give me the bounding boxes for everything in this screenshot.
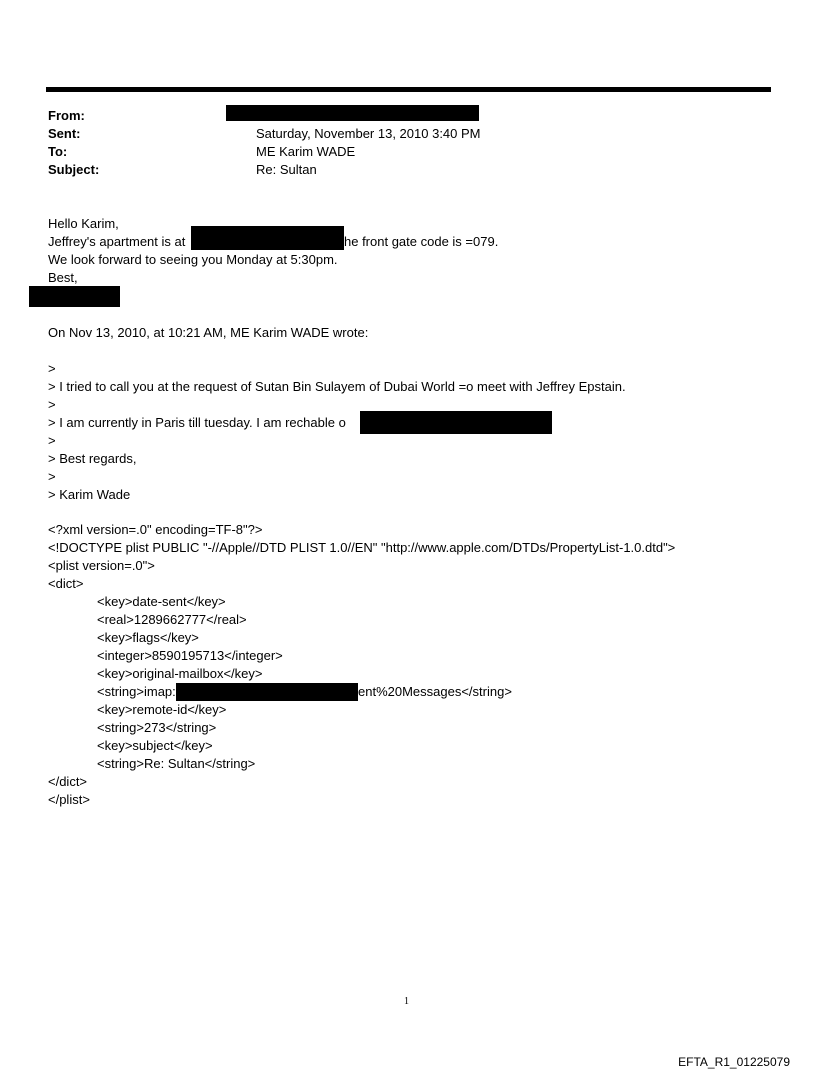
phone-redaction — [360, 411, 552, 434]
xml-indented-line: <integer>8590195713</integer> — [97, 648, 283, 663]
sent-label: Sent: — [48, 126, 81, 141]
to-label: To: — [48, 144, 68, 159]
xml-indented-line: <key>date-sent</key> — [97, 594, 226, 609]
mailbox-redaction — [176, 683, 358, 701]
quote-line: > Best regards, — [48, 451, 137, 466]
quote-line: > I am currently in Paris till tuesday. I am rechable o — [48, 415, 346, 430]
quote-line: > — [48, 469, 56, 484]
quote-line: > — [48, 433, 56, 448]
xml-line: <!DOCTYPE plist PUBLIC "-//Apple//DTD PLIST 1.0//EN" "http://www.apple.com/DTDs/PropertyList-1.0.dtd"> — [48, 540, 676, 555]
quote-intro: On Nov 13, 2010, at 10:21 AM, ME Karim WADE wrote: — [48, 325, 369, 340]
quote-line: > Karim Wade — [48, 487, 131, 502]
document-id: EFTA_R1_01225079 — [678, 1055, 790, 1069]
signature-redaction — [29, 286, 120, 307]
xml-line: <?xml version=.0" encoding=TF-8"?> — [48, 522, 263, 537]
xml-indented-line: <key>flags</key> — [97, 630, 199, 645]
mailbox-tail: ent%20Messages</string> — [358, 684, 512, 699]
xml-indented-line: <real>1289662777</real> — [97, 612, 247, 627]
signoff: Best, — [48, 270, 78, 285]
subject-label: Subject: — [48, 162, 100, 177]
quote-line: > — [48, 397, 56, 412]
sent-value: Saturday, November 13, 2010 3:40 PM — [256, 126, 481, 141]
apartment-line-end: he front gate code is =079. — [344, 234, 499, 249]
xml-indented-line: <string>273</string> — [97, 720, 217, 735]
xml-indented-line: <key>original-mailbox</key> — [97, 666, 263, 681]
to-value: ME Karim WADE — [256, 144, 356, 159]
from-redaction — [226, 105, 479, 121]
greeting: Hello Karim, — [48, 216, 119, 231]
quote-line: > — [48, 361, 56, 376]
address-redaction — [191, 226, 344, 250]
xml-line: <plist version=.0"> — [48, 558, 155, 573]
from-label: From: — [48, 108, 85, 123]
xml-indented-line: <key>remote-id</key> — [97, 702, 227, 717]
xml-indented-line: <string>imap: — [97, 684, 176, 699]
apartment-line-start: Jeffrey's apartment is at — [48, 234, 186, 249]
xml-line: <dict> — [48, 576, 84, 591]
subject-value: Re: Sultan — [256, 162, 317, 177]
xml-indented-line: <key>subject</key> — [97, 738, 213, 753]
xml-indented-line: <string>Re: Sultan</string> — [97, 756, 256, 771]
page-number: 1 — [404, 996, 409, 1007]
xml-closing-line: </dict> — [48, 774, 88, 789]
quote-line: > I tried to call you at the request of Sutan Bin Sulayem of Dubai World =o meet with Jeffrey Epstain. — [48, 379, 626, 394]
header-rule — [46, 87, 771, 92]
xml-closing-line: </plist> — [48, 792, 90, 807]
meeting-line: We look forward to seeing you Monday at 5:30pm. — [48, 252, 338, 267]
